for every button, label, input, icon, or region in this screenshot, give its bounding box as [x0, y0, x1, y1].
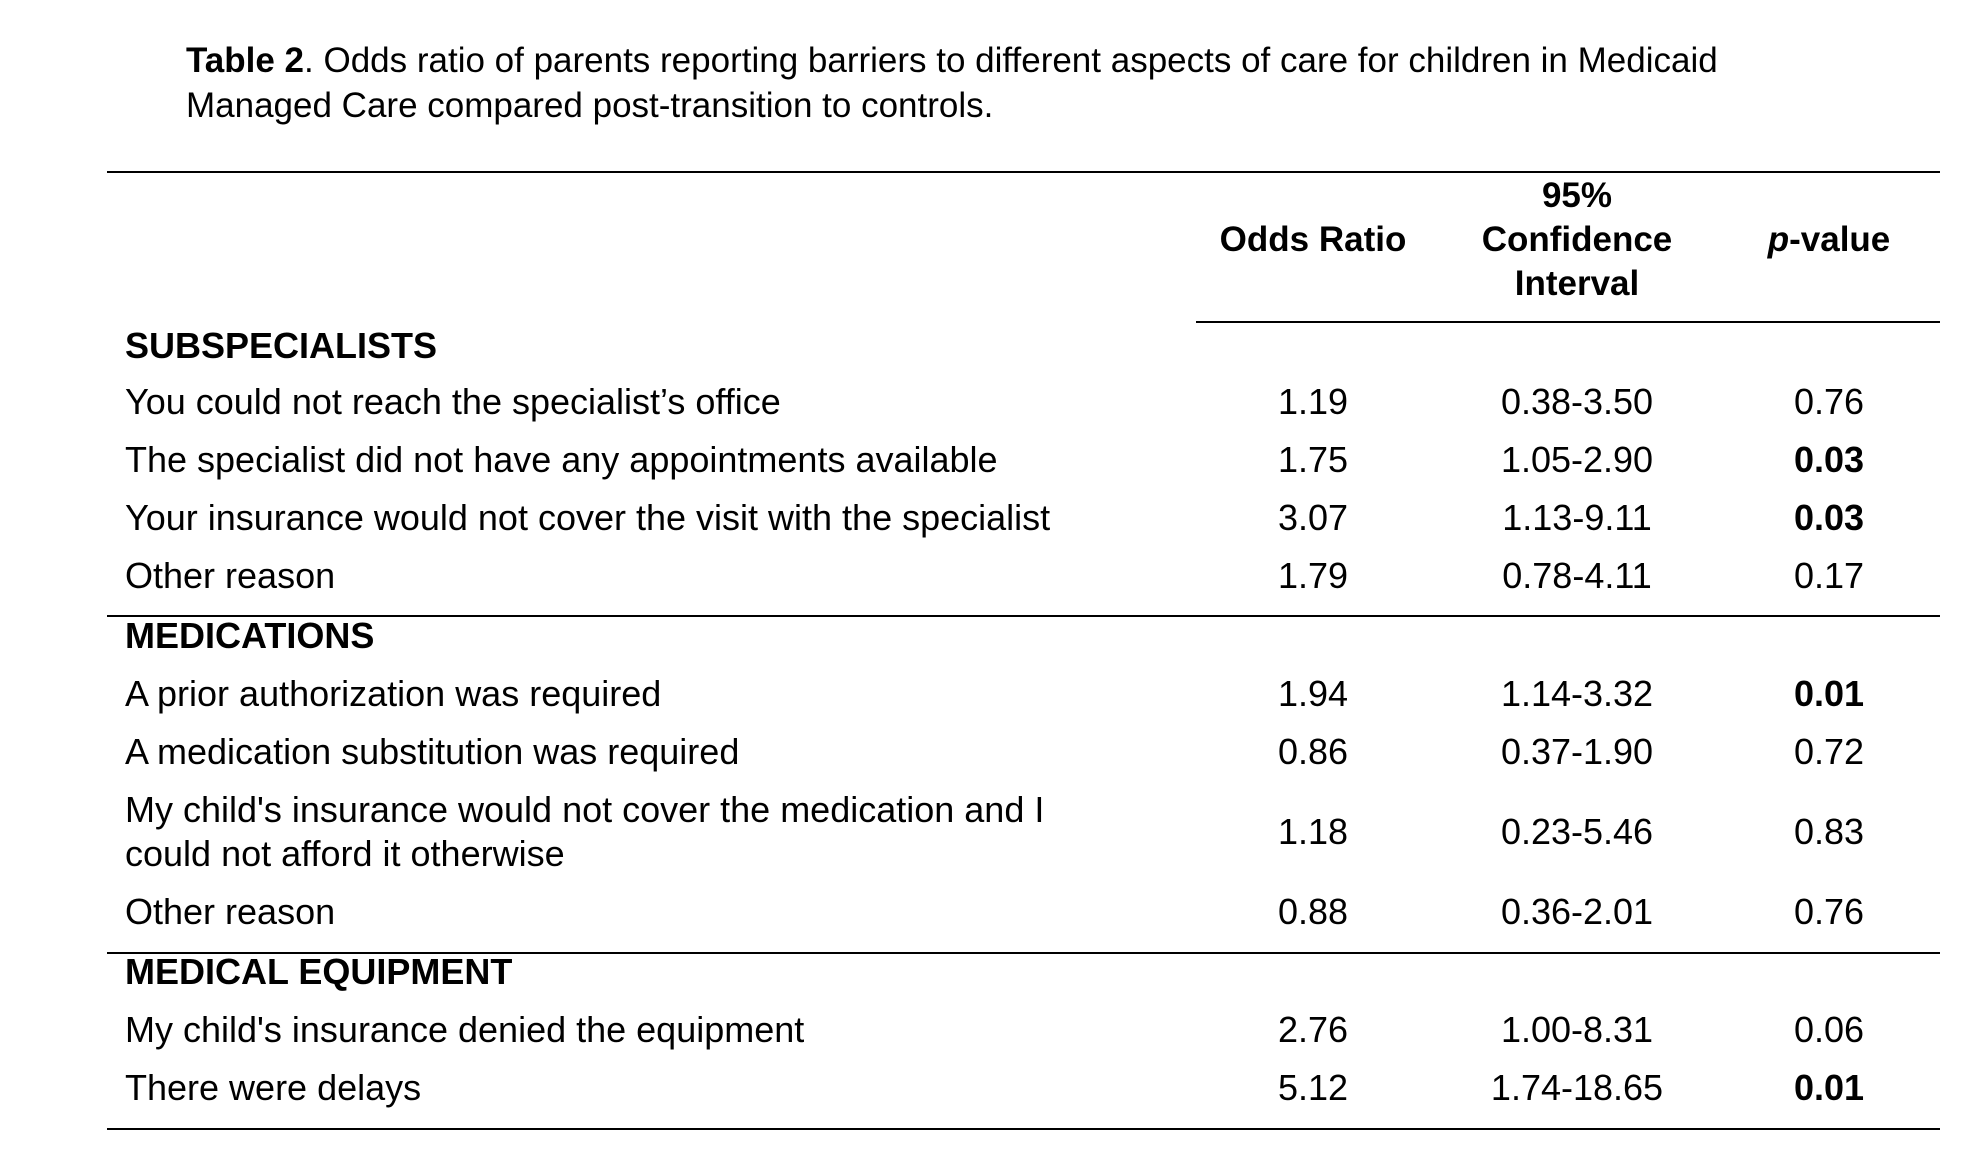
odds-ratio-cell: 1.18 [1277, 811, 1349, 852]
table-caption [186, 38, 1786, 128]
table-top-rule [107, 171, 1940, 173]
odds-ratio-cell: 3.07 [1277, 497, 1349, 538]
row-label: My child's insurance would not cover the medication and I could not afford it otherwise [125, 789, 1045, 874]
row-label: Your insurance would not cover the visit with the specialist [125, 497, 1051, 538]
p-rest: -value [1789, 220, 1891, 259]
odds-ratio-cell: 0.88 [1277, 891, 1349, 932]
confidence-interval-cell: 1.14-3.32 [1500, 673, 1654, 714]
confidence-interval-cell: 0.37-1.90 [1500, 731, 1654, 772]
table-bottom-rule [107, 1128, 1940, 1130]
column-header-confidence-interval [1447, 174, 1707, 306]
column-header-p-value [1694, 218, 1964, 262]
section-divider-rule [107, 615, 1940, 617]
row-label: The specialist did not have any appointments available [125, 439, 998, 480]
odds-ratio-cell: 0.86 [1277, 731, 1349, 772]
row-label: A prior authorization was required [125, 673, 662, 714]
table-caption-text: . Odds ratio of parents reporting barriers to different aspects of care for children in Medicaid Managed Care compared post-transition to controls. [186, 41, 1718, 125]
p-value-cell: 0.72 [1793, 731, 1865, 772]
column-header-odds-ratio: Odds Ratio [1219, 220, 1407, 259]
row-label: Other reason [125, 555, 336, 596]
section-title: SUBSPECIALISTS [125, 325, 438, 366]
column-header-ci-line: 95% [1541, 176, 1613, 215]
p-value-cell: 0.06 [1793, 1009, 1865, 1050]
p-value-cell: 0.76 [1793, 381, 1865, 422]
section-title: MEDICATIONS [125, 615, 375, 656]
header-bottom-rule [1196, 321, 1940, 323]
p-value-cell: 0.83 [1793, 811, 1865, 852]
confidence-interval-cell: 0.23-5.46 [1500, 811, 1654, 852]
table-caption-label: Table 2 [186, 41, 305, 80]
confidence-interval-cell: 1.00-8.31 [1500, 1009, 1654, 1050]
row-label: A medication substitution was required [125, 731, 740, 772]
p-value-cell-significant: 0.01 [1793, 673, 1865, 714]
p-value-cell: 0.76 [1793, 891, 1865, 932]
row-label: My child's insurance denied the equipment [125, 1009, 805, 1050]
odds-ratio-cell: 1.79 [1277, 555, 1349, 596]
row-label: Other reason [125, 891, 336, 932]
row-label: There were delays [125, 1067, 422, 1108]
odds-ratio-cell: 1.75 [1277, 439, 1349, 480]
confidence-interval-cell: 1.13-9.11 [1502, 497, 1652, 538]
section-title: MEDICAL EQUIPMENT [125, 951, 513, 992]
p-value-cell: 0.17 [1793, 555, 1865, 596]
confidence-interval-cell: 0.38-3.50 [1500, 381, 1654, 422]
confidence-interval-cell: 1.05-2.90 [1500, 439, 1654, 480]
column-header-ci-line: Interval [1514, 264, 1640, 303]
confidence-interval-cell: 1.74-18.65 [1490, 1067, 1664, 1108]
odds-ratio-cell: 2.76 [1277, 1009, 1349, 1050]
odds-ratio-cell: 1.94 [1277, 673, 1349, 714]
odds-ratio-cell: 5.12 [1277, 1067, 1349, 1108]
p-value-cell-significant: 0.03 [1793, 439, 1865, 480]
row-label: You could not reach the specialist’s office [125, 381, 781, 422]
p-value-cell-significant: 0.03 [1793, 497, 1865, 538]
odds-ratio-cell: 1.19 [1277, 381, 1349, 422]
confidence-interval-cell: 0.36-2.01 [1500, 891, 1654, 932]
column-header-ci-line: Confidence [1481, 220, 1673, 259]
confidence-interval-cell: 0.78-4.11 [1502, 555, 1652, 596]
p-value-cell-significant: 0.01 [1793, 1067, 1865, 1108]
p-italic: p [1767, 220, 1790, 259]
